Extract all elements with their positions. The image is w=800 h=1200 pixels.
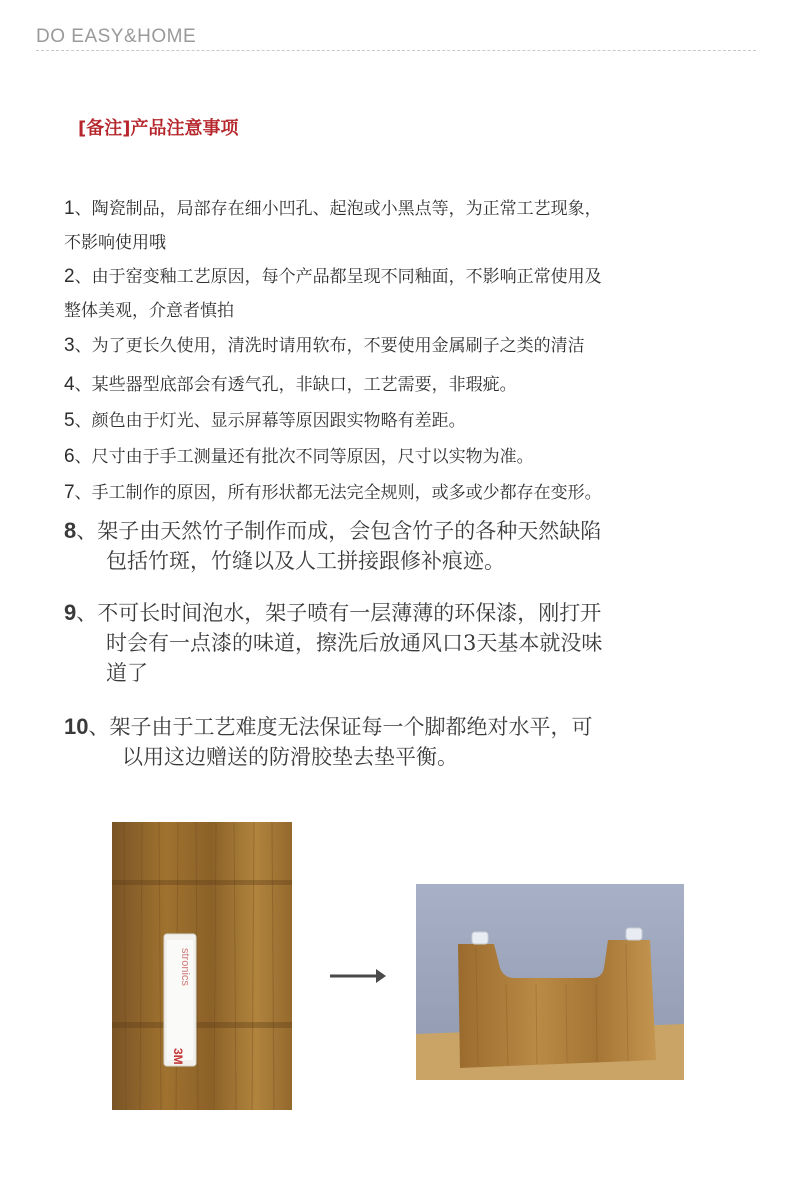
right-arrow-icon <box>328 966 388 986</box>
note-2: 2、由于窑变釉工艺原因，每个产品都呈现不同釉面，不影响正常使用及 整体美观，介意者慎拍 <box>64 266 602 321</box>
header-divider <box>36 50 756 51</box>
note-5: 5、颜色由于灯光、显示屏幕等原因跟实物略有差距。 <box>64 410 466 431</box>
note-6: 6、尺寸由于手工测量还有批次不同等原因，尺寸以实物为准。 <box>64 446 534 467</box>
bamboo-pad-illustration <box>112 822 292 1110</box>
note-4: 4、某些器型底部会有透气孔，非缺口，工艺需要，非瑕疵。 <box>64 374 517 395</box>
bamboo-shelf-illustration <box>416 884 684 1080</box>
note-10: 10、架子由于工艺难度无法保证每一个脚都绝对水平，可 以用这边赠送的防滑胶垫去垫平衡。 <box>64 714 593 769</box>
note-9: 9、不可长时间泡水，架子喷有一层薄薄的环保漆，刚打开 时会有一点漆的味道，擦洗后放通风口3天基本就没味 道了 <box>64 600 603 685</box>
note-1: 1、陶瓷制品，局部存在细小凹孔、起泡或小黑点等，为正常工艺现象， 不影响使用哦 <box>64 198 602 253</box>
section-title: [备注]产品注意事项 <box>78 118 239 139</box>
note-3: 3、为了更长久使用，清洗时请用软布，不要使用金属刷子之类的清洁 <box>64 335 585 356</box>
photo-bamboo-shelf <box>416 884 684 1080</box>
photo-bamboo-pad <box>112 822 292 1110</box>
pad-label-text: stronics <box>179 948 191 986</box>
pad-brand-mark: 3M <box>171 1048 185 1065</box>
note-8: 8、架子由天然竹子制作而成，会包含竹子的各种天然缺陷 包括竹斑，竹缝以及人工拼接跟修补痕迹。 <box>64 518 602 573</box>
brand-logo: DO EASY&HOME <box>36 26 197 47</box>
note-7: 7、手工制作的原因，所有形状都无法完全规则，或多或少都存在变形。 <box>64 482 602 503</box>
